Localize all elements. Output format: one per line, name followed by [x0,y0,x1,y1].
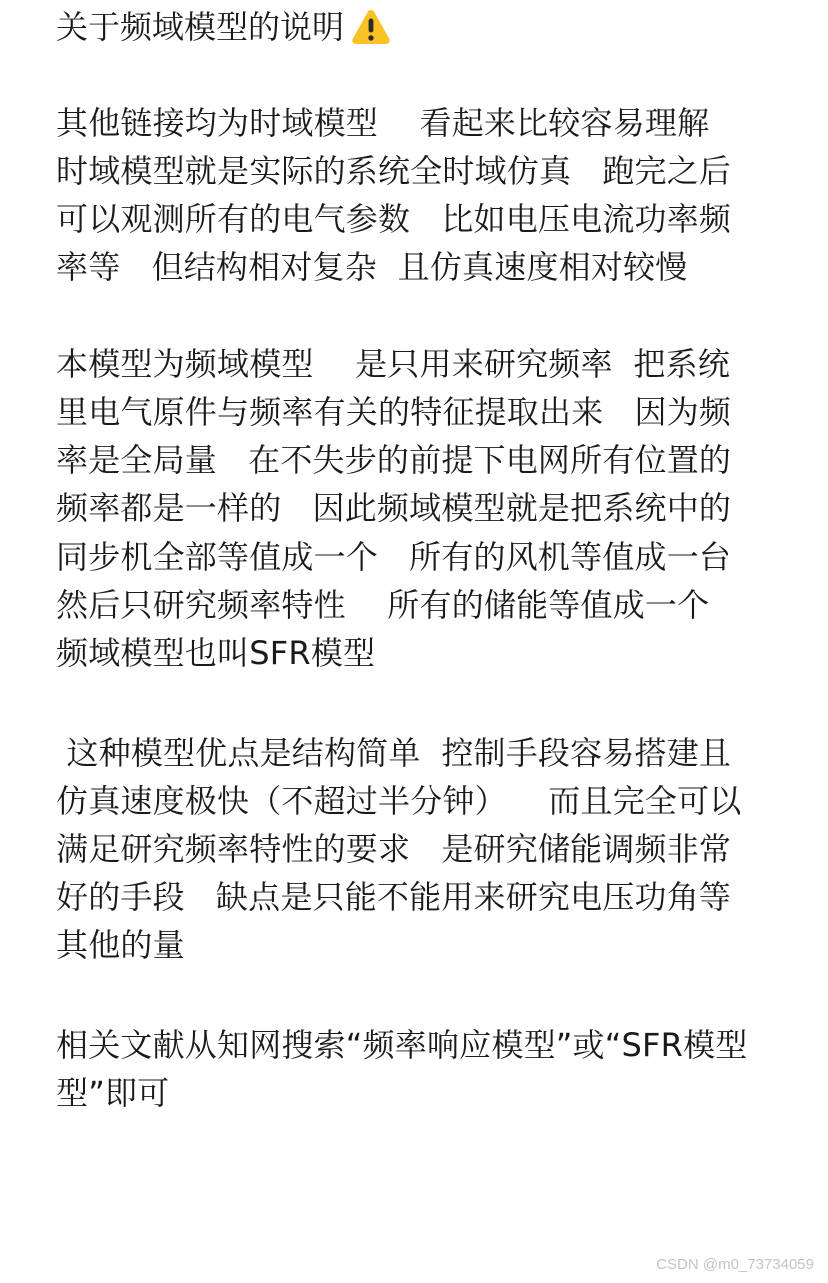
paragraph-2-line-2: 里电气原件与频率有关的特征提取出来 因为频 [56,393,732,431]
paragraph-3-line-4: 好的手段 缺点是只能不能用来研究电压功角等 [56,878,732,916]
paragraph-2-line-1: 本模型为频域模型 是只用来研究频率 把系统 [56,345,731,383]
paragraph-2-line-4: 频率都是一样的 因此频域模型就是把系统中的 [56,489,732,527]
paragraph-1-line-1: 其他链接均为时域模型 看起来比较容易理解 [56,104,710,142]
paragraph-2-line-3: 率是全局量 在不失步的前提下电网所有位置的 [56,441,732,479]
paragraph-2-line-7: 频域模型也叫SFR模型 [56,634,376,672]
paragraph-1-line-2: 时域模型就是实际的系统全时域仿真 跑完之后 [56,152,732,190]
title-row [56,3,392,51]
paragraph-3-line-2: 仿真速度极快（不超过半分钟） 而且完全可以 [56,782,742,820]
paragraph-1-line-4: 率等 但结构相对复杂 且仿真速度相对较慢 [56,248,688,286]
paragraph-2-line-5: 同步机全部等值成一个 所有的风机等值成一台 [56,538,732,576]
paragraph-4-line-2: 型”即可 [56,1074,170,1112]
paragraph-3-line-3: 满足研究频率特性的要求 是研究储能调频非常 [56,830,732,868]
paragraph-1-line-3: 可以观测所有的电气参数 比如电压电流功率频 [56,200,732,238]
warning-icon [350,7,392,47]
paragraph-2-line-6: 然后只研究频率特性 所有的储能等值成一个 [56,586,710,624]
paragraph-3-line-5: 其他的量 [56,926,185,964]
csdn-watermark: CSDN @m0_73734059 [656,1256,814,1273]
paragraph-4-line-1: 相关文献从知网搜索“频率响应模型”或“SFR模型 [56,1026,748,1064]
page-title: 关于频域模型的说明 [56,8,345,46]
paragraph-3-line-1: 这种模型优点是结构简单 控制手段容易搭建且 [56,734,732,772]
